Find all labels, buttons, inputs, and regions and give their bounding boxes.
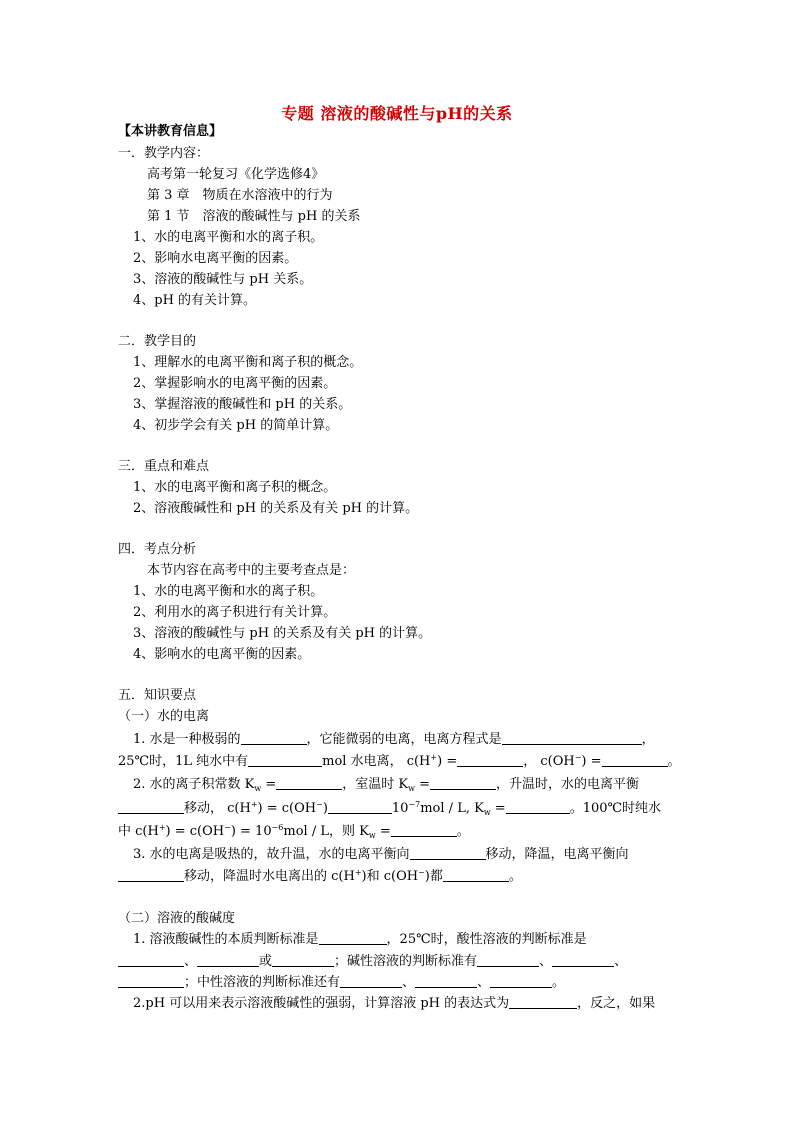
fill-blank[interactable] — [602, 754, 668, 767]
fill-blank[interactable] — [490, 975, 552, 988]
list-item: 2、溶液酸碱性和 pH 的关系及有关 pH 的计算。 — [133, 501, 419, 516]
fill-blank[interactable] — [276, 777, 342, 790]
section-heading-3: 三．重点和难点 — [118, 459, 210, 474]
list-item: 1、水的电离平衡和水的离子积。 — [133, 230, 324, 245]
fill-blank[interactable] — [319, 932, 387, 945]
list-item: 1、水的电离平衡和水的离子积。 — [133, 584, 324, 599]
question-2-line-1: 2. 水的离子积常数 $K_w$ = ，室温时 $K_w$ = ，升温时，水的电离平衡 — [133, 777, 640, 793]
question-2-line-3: 中 $c(H^+) = c(OH^-) = 10^{-6}mol / L$，则 $K_w$ = 。 — [118, 823, 470, 840]
list-item: 2、利用水的离子积进行有关计算。 — [133, 605, 337, 620]
question-3-line-2: 移动，降温时水电离出的 c(H+)和 c(OH−)都 。 — [118, 869, 522, 885]
section1-line: 第 3 章 物质在水溶液中的行为 — [147, 188, 333, 203]
question-r1-line-3: ；中性溶液的判断标准还有 、 、 。 — [118, 975, 565, 991]
page-title: 专题 溶液的酸碱性与pH的关系 — [281, 104, 513, 123]
fill-blank[interactable] — [506, 801, 570, 814]
fill-blank[interactable] — [328, 801, 392, 814]
fill-blank[interactable] — [443, 869, 509, 882]
list-item: 2、掌握影响水的电离平衡的因素。 — [133, 376, 337, 391]
fill-blank[interactable] — [410, 847, 486, 860]
fill-blank[interactable] — [118, 975, 184, 988]
fill-blank[interactable] — [272, 954, 334, 967]
subsection-heading: （一）水的电离 — [118, 709, 210, 724]
section1-line: 第 1 节 溶液的酸碱性与 pH 的关系 — [147, 209, 361, 224]
section-heading-2: 二．教学目的 — [118, 334, 197, 349]
list-item: 1、水的电离平衡和离子积的概念。 — [133, 480, 337, 495]
fill-blank[interactable] — [118, 954, 184, 967]
question-2-line-2: 移动， c(H+) = c(OH−) $10^{-7}mol$ / L, $K_w$ = 。100℃时纯水 — [118, 801, 661, 817]
fill-blank[interactable] — [430, 777, 496, 790]
question-r1-line-2: 、 或 ；碱性溶液的判断标准有 、 、 — [118, 954, 627, 970]
fill-blank[interactable] — [118, 869, 184, 882]
fill-blank[interactable] — [552, 954, 614, 967]
section-heading-1: 一．教学内容： — [118, 146, 210, 161]
fill-blank[interactable] — [391, 824, 457, 837]
section-heading-5: 五．知识要点 — [118, 688, 197, 703]
fill-blank[interactable] — [477, 954, 539, 967]
section1-line: 高考第一轮复习《化学选修4》 — [147, 167, 325, 182]
section-heading-4: 四．考点分析 — [118, 542, 197, 557]
list-item: 4、影响水的电离平衡的因素。 — [133, 647, 311, 662]
subsection-heading: （二）溶液的酸碱度 — [118, 911, 236, 926]
list-item: 4、pH 的有关计算。 — [133, 293, 257, 308]
question-r2-line-1: 2.pH 可以用来表示溶液酸碱性的强弱，计算溶液 pH 的表达式为 ，反之，如果 — [133, 996, 656, 1011]
section4-intro: 本节内容在高考中的主要考查点是： — [147, 563, 356, 578]
fill-blank[interactable] — [118, 801, 184, 814]
fill-blank[interactable] — [241, 732, 307, 745]
question-3-line-1: 3. 水的电离是吸热的，故升温，水的电离平衡向 移动，降温，电离平衡向 — [133, 847, 629, 862]
list-item: 3、掌握溶液的酸碱性和 pH 的关系。 — [133, 397, 352, 412]
fill-blank[interactable] — [248, 754, 322, 767]
fill-blank[interactable] — [509, 996, 577, 1009]
question-1-line-2: 25℃时，1L 纯水中有 mol 水电离， c(H+) = ， c(OH−) = 。 — [118, 753, 681, 769]
list-item: 1、理解水的电离平衡和离子积的概念。 — [133, 355, 363, 370]
question-r1-line-1: 1. 溶液酸碱性的本质判断标准是 ，25℃时，酸性溶液的判断标准是 — [133, 932, 587, 947]
fill-blank[interactable] — [502, 732, 642, 745]
list-item: 3、溶液的酸碱性与 pH 关系。 — [133, 272, 313, 287]
fill-blank[interactable] — [340, 975, 402, 988]
list-item: 3、溶液的酸碱性与 pH 的关系及有关 pH 的计算。 — [133, 626, 432, 641]
info-header: 【本讲教育信息】 — [118, 124, 223, 139]
question-1-line-1: 1. 水是一种极弱的 ，它能微弱的电离，电离方程式是 ， — [133, 732, 655, 747]
fill-blank[interactable] — [415, 975, 477, 988]
list-item: 2、影响水电离平衡的因素。 — [133, 251, 298, 266]
list-item: 4、初步学会有关 pH 的简单计算。 — [133, 418, 339, 433]
fill-blank[interactable] — [457, 754, 523, 767]
fill-blank[interactable] — [197, 954, 259, 967]
